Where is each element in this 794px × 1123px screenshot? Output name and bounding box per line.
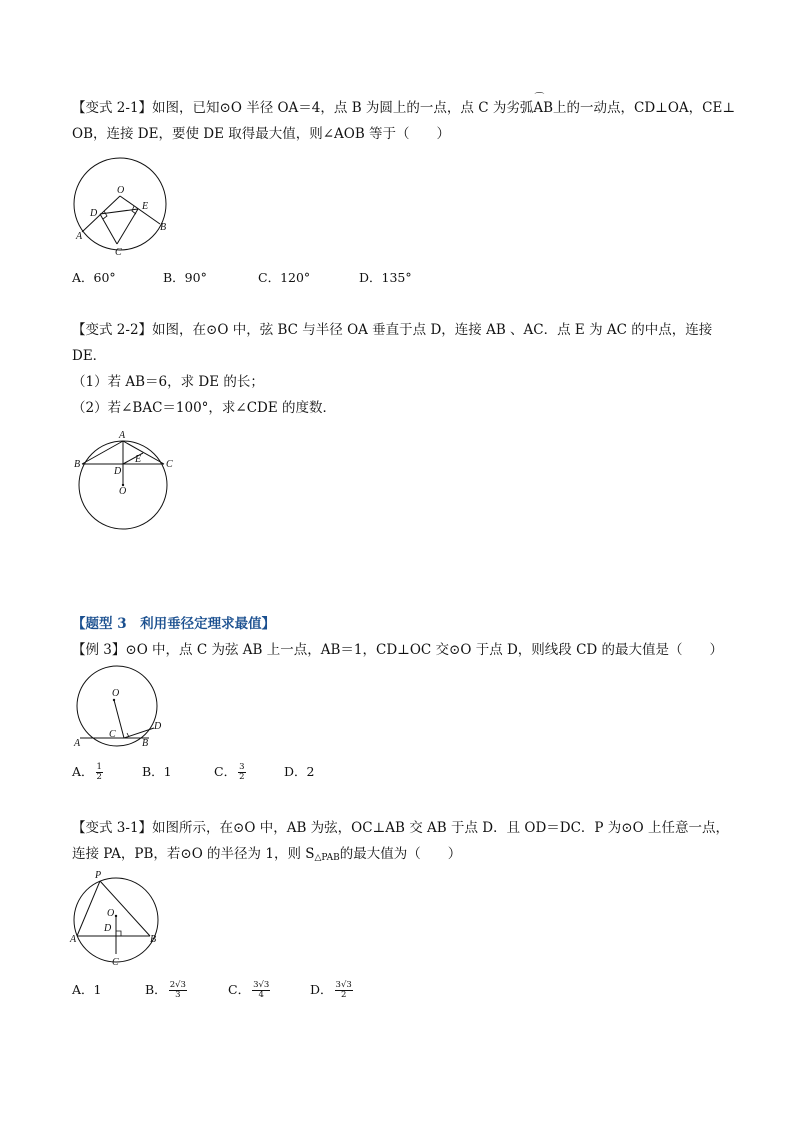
fig2-label-o: O: [119, 486, 127, 497]
fig1-label-c: C: [115, 247, 122, 258]
ex3-option-c-den: 2: [239, 772, 245, 782]
v21-arc-ab: ⌒ AB: [533, 98, 553, 118]
section-3-heading: 【题型 3 利用垂径定理求最值】: [72, 616, 276, 632]
fig2-label-e: E: [135, 454, 142, 465]
v21-line2: OB，连接 DE，要使 DE 取得最大值，则∠AOB 等于（ ）: [72, 126, 451, 142]
v31-text: 如图所示，在⊙O 中，AB 为弦，OC⊥AB 交 AB 于点 D．且 OD＝DC．P 为⊙O 上任意一点，: [152, 820, 729, 836]
ex3-option-a-fraction: [96, 763, 103, 782]
ex3-tag: 【例 3】: [72, 642, 126, 658]
v31-option-c-letter: C．: [228, 982, 251, 997]
figure-example-3: [70, 666, 170, 760]
v22-tag: 【变式 2-2】: [72, 322, 153, 338]
v31-option-b-num: 2√3: [169, 980, 186, 990]
ex3-option-d: D．2: [284, 764, 315, 779]
fig2-label-d: D: [114, 466, 122, 477]
v31-option-b-fraction: [169, 981, 187, 1000]
fig1-label-d: D: [90, 208, 98, 219]
fig2-label-c: C: [166, 459, 173, 470]
fig1-label-e: E: [142, 201, 149, 212]
ex3-option-c-fraction: [238, 763, 245, 782]
ex3-option-a-den: 2: [96, 772, 102, 782]
ex3-option-a-num: 1: [96, 762, 102, 772]
v31-option-c-den: 4: [258, 990, 264, 1000]
v21-option-b: B．90°: [163, 270, 207, 285]
v31-option-d-letter: D．: [310, 982, 333, 997]
fig3-label-o: O: [112, 688, 120, 699]
v31-option-d-den: 2: [340, 990, 347, 1000]
ex3-option-a-letter: A．: [72, 764, 94, 779]
figure-2-1: [72, 154, 172, 268]
v21-option-a: A．60°: [72, 270, 116, 285]
v31-option-c: [228, 981, 270, 1000]
v31-option-b-den: 3: [175, 990, 181, 1000]
v31-subscript: △PAB: [314, 853, 340, 863]
v31-option-c-num: 3√3: [253, 980, 270, 990]
v22-line1: [72, 320, 712, 340]
fig3-label-b: B: [142, 738, 149, 749]
fig3-label-d: D: [154, 721, 162, 732]
v21-tag: 【变式 2-1】: [72, 100, 153, 116]
v31-line1: [72, 818, 729, 838]
ex3-option-c-letter: C．: [214, 764, 237, 779]
figure-3-1: [70, 868, 170, 972]
fig4-label-o: O: [107, 908, 115, 919]
v31-option-a: A．1: [72, 982, 102, 997]
figure-2-2: [72, 428, 177, 542]
fig2-label-a: A: [119, 430, 126, 441]
v31-option-b: [145, 981, 187, 1000]
fig4-label-p: P: [95, 870, 102, 881]
v31-text-b: 的最大值为（ ）: [339, 846, 462, 862]
v22-question-2: （2）若∠BAC＝100°，求∠CDE 的度数．: [72, 400, 337, 416]
v22-line2: DE．: [72, 348, 107, 364]
v21-text-a: 如图，已知⊙O 半径 OA＝4，点 B 为圆上的一点，点 C 为劣弧: [152, 100, 534, 116]
ex3-option-c: [214, 763, 246, 782]
v31-text-a: 连接 PA，PB，若⊙O 的半径为 1，则 S: [72, 846, 315, 862]
v22-question-1: （1）若 AB＝6，求 DE 的长；: [72, 374, 264, 390]
v21-option-c: C．120°: [258, 270, 311, 285]
v31-option-c-fraction: [252, 981, 270, 1000]
ex3-line1: [72, 640, 723, 660]
fig2-label-b: B: [74, 459, 81, 470]
ex3-option-a: [72, 763, 103, 782]
v21-option-d: D．135°: [359, 270, 412, 285]
v31-option-d-fraction: [335, 981, 353, 1000]
v21-line1: [72, 98, 735, 118]
ex3-option-b: B．1: [142, 764, 172, 779]
v31-tag: 【变式 3-1】: [72, 820, 153, 836]
fig4-label-d: D: [104, 923, 112, 934]
fig3-label-c: C: [109, 729, 116, 740]
v22-text: 如图，在⊙O 中，弦 BC 与半径 OA 垂直于点 D，连接 AB 、AC．点 E 为 AC 的中点，连接: [152, 322, 713, 338]
fig1-label-a: A: [76, 231, 83, 242]
fig1-label-b: B: [160, 222, 167, 233]
v21-text-b: 上的一动点，CD⊥OA，CE⊥: [553, 100, 736, 116]
ex3-text: ⊙O 中，点 C 为弦 AB 上一点，AB＝1，CD⊥OC 交⊙O 于点 D，则线段 CD 的最大值是（ ）: [125, 642, 724, 658]
fig4-label-c: C: [112, 957, 119, 968]
ex3-option-c-num: 3: [239, 762, 245, 772]
fig4-label-a: A: [70, 934, 77, 945]
fig1-label-o: O: [117, 185, 125, 196]
fig4-label-b: B: [150, 934, 157, 945]
v31-option-b-letter: B．: [145, 982, 167, 997]
v31-option-d: [310, 981, 353, 1000]
v31-option-d-num: 3√3: [335, 980, 352, 990]
v31-line2: [72, 844, 461, 868]
fig3-label-a: A: [74, 738, 81, 749]
